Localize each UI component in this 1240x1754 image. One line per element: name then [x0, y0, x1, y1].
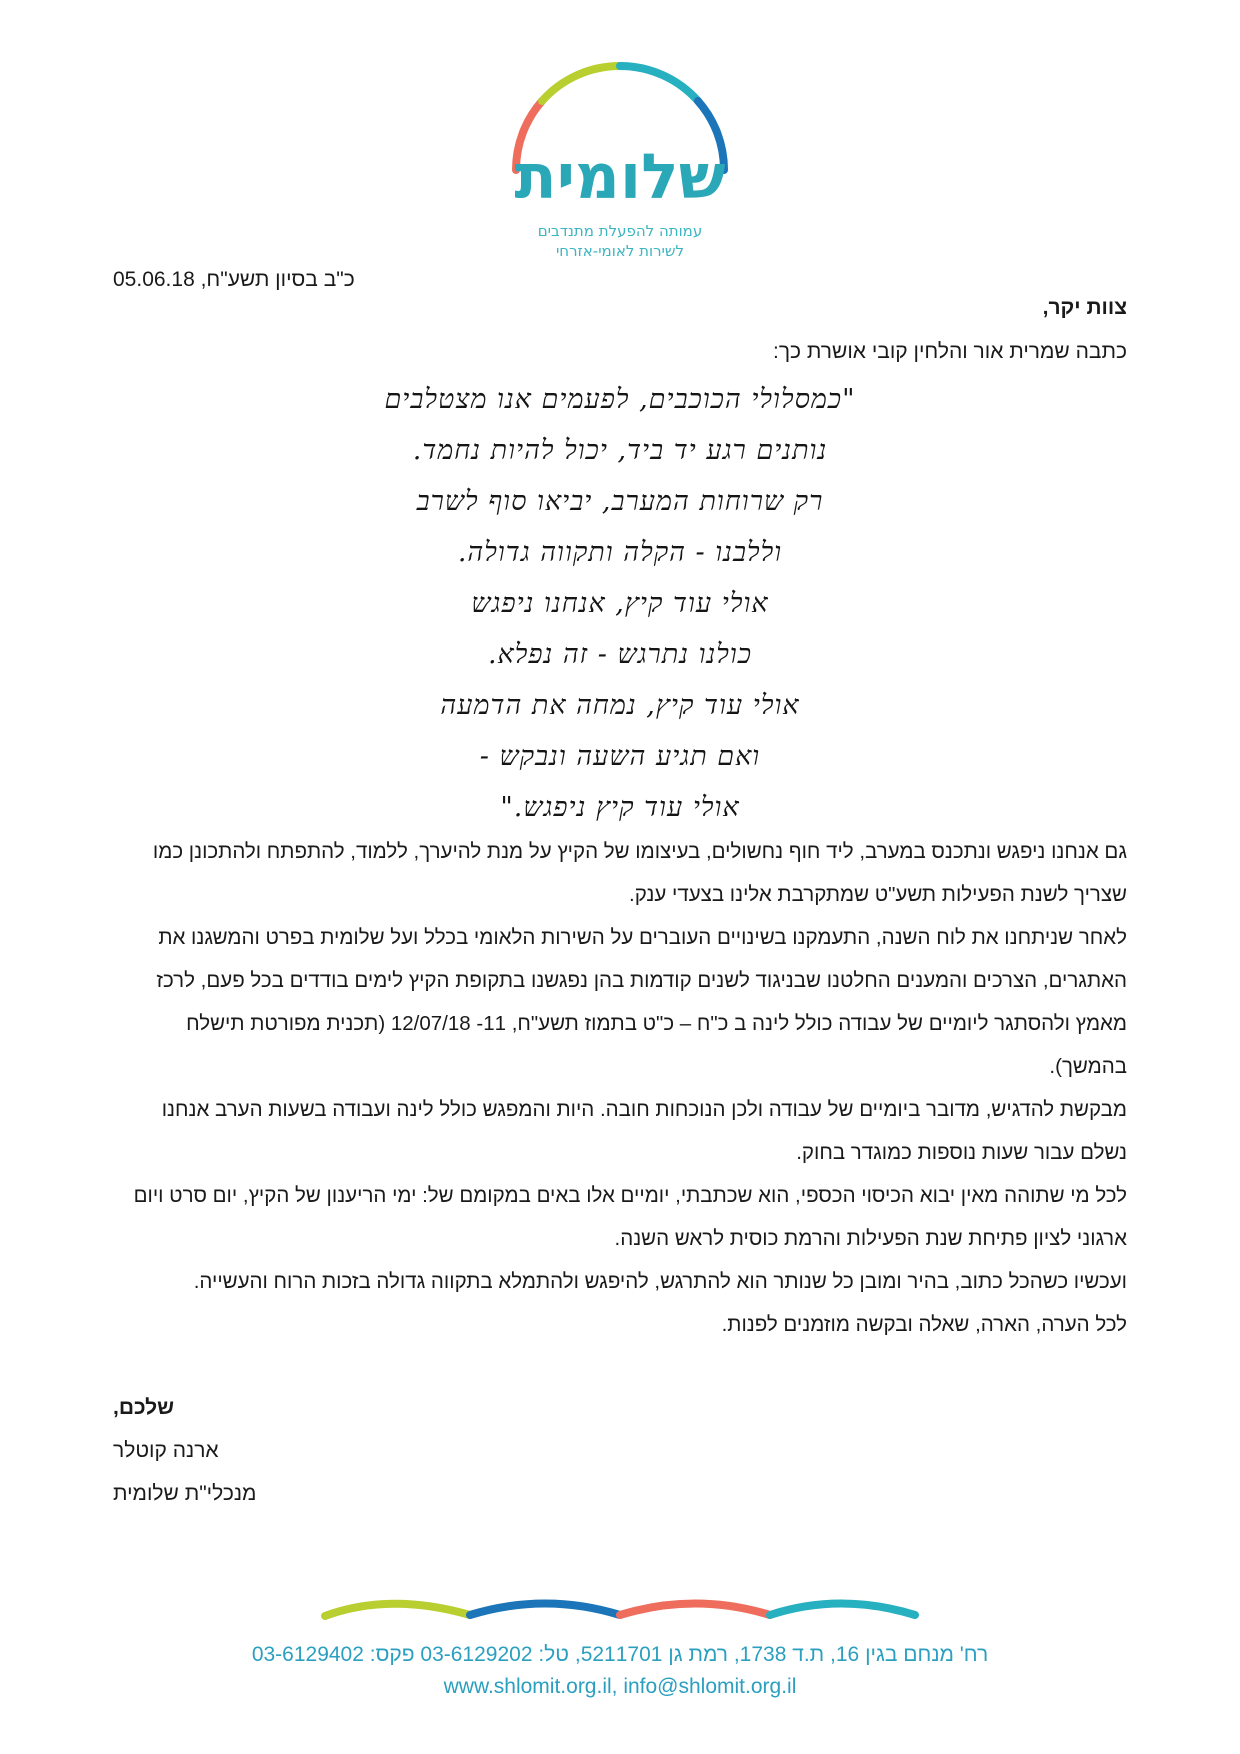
body-paragraph: מבקשת להדגיש, מדובר ביומיים של עבודה ולכן הנוכחות חובה. היות והמפגש כולל לינה ועבודה בשעות הערב אנחנו נשלם עבור שעות נוספות כמוגדר בחוק. — [161, 1098, 1127, 1164]
logo-tagline-2: לשירות לאומי-אזרחי — [555, 242, 685, 260]
poem-block — [300, 374, 940, 833]
greeting: צוות יקר, — [1042, 296, 1127, 319]
letter-body — [115, 830, 1127, 1346]
signature-block — [113, 1386, 413, 1515]
signature-title: מנכלי"ת שלומית — [113, 1482, 257, 1505]
footer-website: www.shlomit.org.il, info@shlomit.org.il — [443, 1675, 797, 1698]
shlomit-logo — [490, 28, 750, 260]
signature-name: ארנה קוטלר — [113, 1439, 219, 1462]
body-paragraph: לכל הערה, הארה, שאלה ובקשה מוזמנים לפנות. — [721, 1313, 1127, 1336]
footer-address: רח' מנחם בגין 16, ת.ד 1738, רמת גן 5211701, טל: 03-6129202 פקס: 03-6129402 — [251, 1643, 989, 1666]
poem-line: ואם תגיע השעה ונבקש - — [479, 741, 761, 772]
body-paragraph: לכל מי שתוהה מאין יבוא הכיסוי הכספי, הוא שכתבתי, יומיים אלו באים במקומם של: ימי הריענון של הקיץ, יום סרט ויום ארגוני לציון פתיחת שנת הפעילות והרמת כוסית לראש השנה. — [133, 1184, 1127, 1250]
signature-closing: שלכם, — [113, 1396, 175, 1419]
poem-line: וללבנו - הקלה ותקווה גדולה. — [457, 537, 783, 568]
body-paragraph: לאחר שניתחנו את לוח השנה, התעמקנו בשינויים העוברים על השירות הלאומי בכלל ועל שלומית בפרט והמשגנו את האתגרים, הצרכים והמענים החלטנו שבניגוד לשנים קודמות בהן נפגשנו בתקופת הקיץ לימים בודדים בכל פעם, לרכז מאמץ ולהסתגר ליומיים של עבודה כולל לינה ב כ"ח – כ"ט בתמוז תשע"ח, 11- 12/07/18 (תכנית מפורטת תישלח בהמשך). — [156, 926, 1127, 1078]
poem-line: אולי עוד קיץ, נמחה את הדמעה — [440, 690, 800, 721]
poem-line: "כמסלולי הכוכבים, לפעמים אנו מצטלבים — [384, 384, 856, 415]
poem-line: כולנו נתרגש - זה נפלא. — [487, 639, 753, 670]
logo-tagline: עמותה להפעלת מתנדבים — [537, 222, 703, 240]
footer-arcs-graphic — [320, 1584, 920, 1624]
body-paragraph: ועכשיו כשהכל כתוב, בהיר ומובן כל שנותר הוא להתרגש, להיפגש ולהתמלא בתקווה גדולה בזכות הרוח והעשייה. — [193, 1270, 1127, 1293]
poem-line: נותנים רגע יד ביד, יכול להיות נחמד. — [412, 435, 828, 466]
body-paragraph: גם אנחנו ניפגש ונתכנס במערב, ליד חוף נחשולים, בעיצומו של הקיץ על מנת להיערך, ללמוד, להתפתח ולהתכונן כמו שצריך לשנת הפעילות תשע"ט שמתקרבת אלינו בצעדי ענק. — [152, 840, 1127, 906]
letter-date: כ"ב בסיון תשע"ח, 05.06.18 — [113, 268, 355, 291]
intro-line: כתבה שמרית אור והלחין קובי אושרת כך: — [773, 340, 1127, 363]
logo-wordmark: שלומית — [514, 140, 726, 213]
poem-line: אולי עוד קיץ, אנחנו ניפגש — [471, 588, 769, 619]
poem-line: אולי עוד קיץ ניפגש." — [500, 792, 740, 823]
poem-line: רק שרוחות המערב, יביאו סוף לשרב — [416, 486, 824, 517]
